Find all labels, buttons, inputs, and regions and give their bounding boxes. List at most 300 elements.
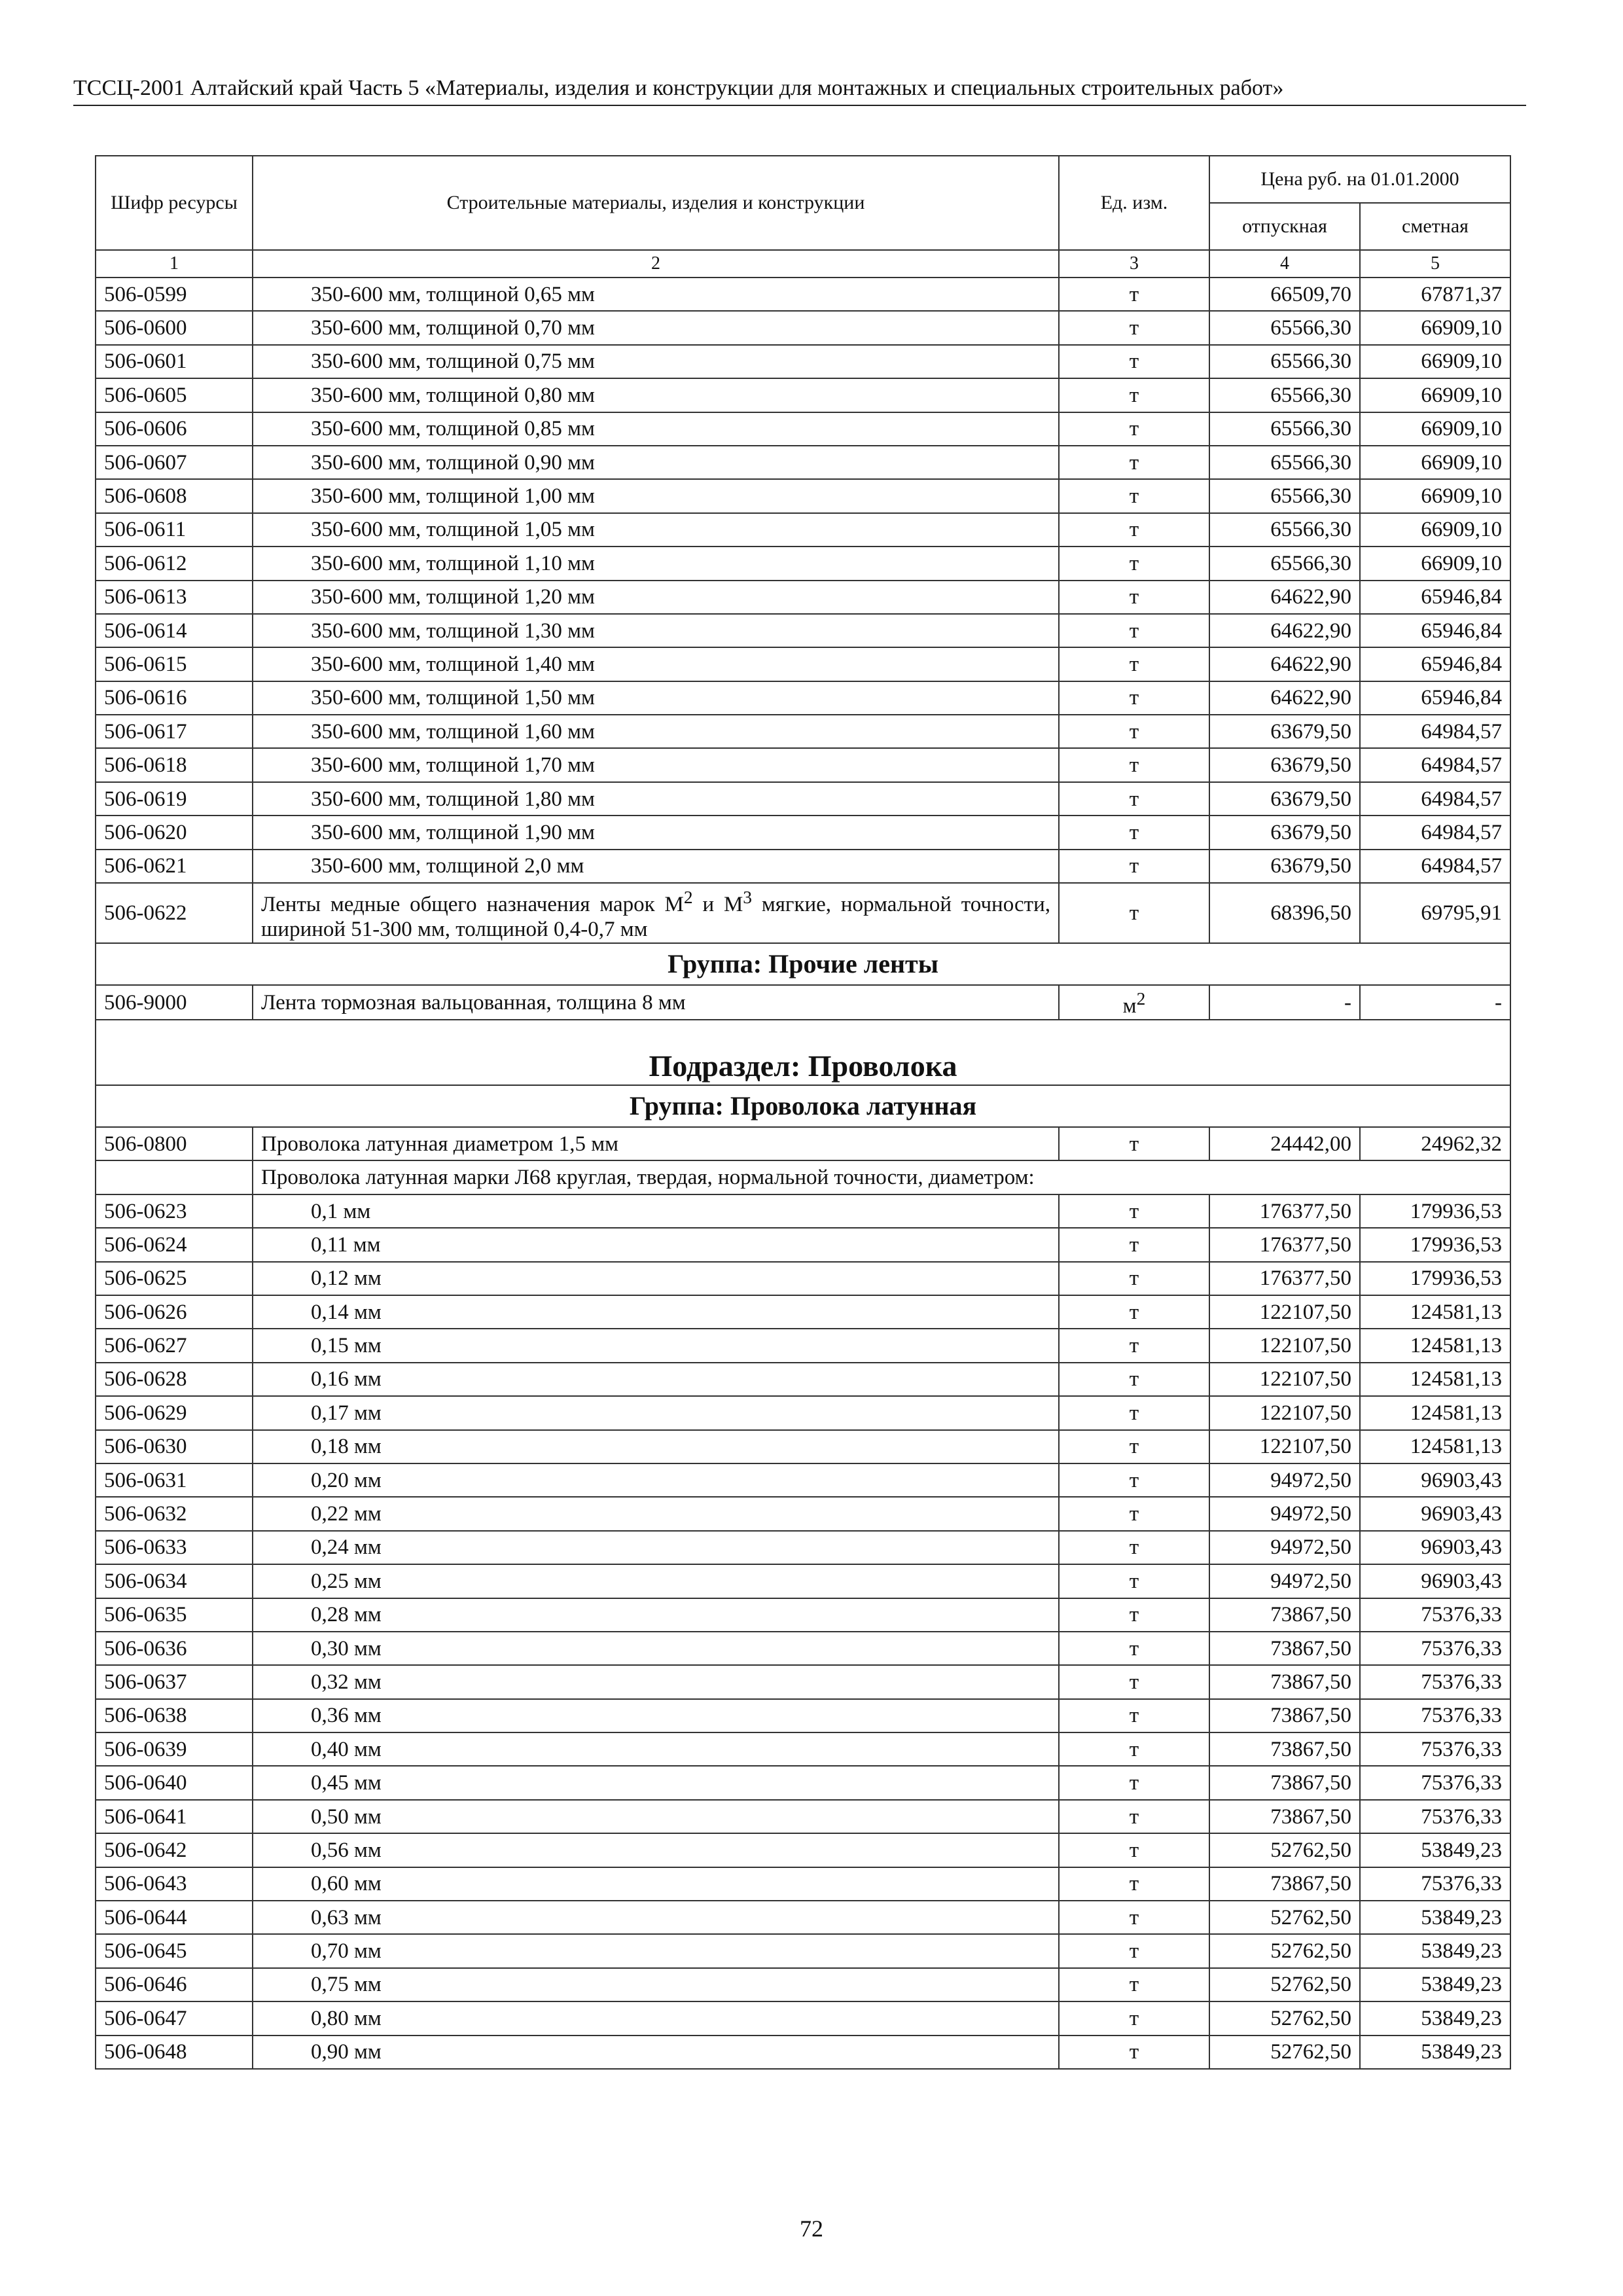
unit: т (1059, 782, 1209, 816)
table-row (96, 581, 1510, 614)
table-row (96, 378, 1510, 412)
resource-code: 506-0607 (96, 446, 253, 479)
release-price: 65566,30 (1209, 345, 1360, 378)
unit: т (1059, 715, 1209, 748)
unit: т (1059, 1833, 1209, 1867)
resource-code: 506-0626 (96, 1295, 253, 1329)
table-row (96, 547, 1510, 580)
release-price: 24442,00 (1209, 1127, 1360, 1160)
estimate-price: 96903,43 (1360, 1564, 1510, 1598)
release-price: - (1209, 985, 1360, 1020)
estimate-price: 75376,33 (1360, 1766, 1510, 1799)
table-row (96, 1295, 1510, 1329)
resource-code: 506-0622 (96, 883, 253, 943)
release-price: 63679,50 (1209, 850, 1360, 883)
release-price: 63679,50 (1209, 782, 1360, 816)
table-row (96, 1968, 1510, 2001)
release-price: 65566,30 (1209, 479, 1360, 512)
resource-code: 506-0624 (96, 1228, 253, 1261)
estimate-price: 64984,57 (1360, 850, 1510, 883)
unit: т (1059, 614, 1209, 647)
resource-code: 506-0620 (96, 816, 253, 849)
resource-code: 506-0639 (96, 1732, 253, 1766)
unit: т (1059, 2036, 1209, 2069)
estimate-price: 65946,84 (1360, 581, 1510, 614)
unit: т (1059, 1194, 1209, 1228)
unit: т (1059, 278, 1209, 311)
unit: т (1059, 1295, 1209, 1329)
unit: т (1059, 1531, 1209, 1564)
release-price: 52762,50 (1209, 2001, 1360, 2035)
unit (1059, 985, 1209, 1020)
release-price: 73867,50 (1209, 1800, 1360, 1833)
estimate-price: 64984,57 (1360, 816, 1510, 849)
material-name-part: Ленты медные общего назначения марок М (261, 892, 684, 916)
table-row (96, 2036, 1510, 2069)
material-name: 0,14 мм (253, 1295, 1059, 1329)
copper-tape-rows (96, 278, 1510, 883)
estimate-price: 75376,33 (1360, 1632, 1510, 1665)
unit: т (1059, 1632, 1209, 1665)
estimate-price: 96903,43 (1360, 1497, 1510, 1530)
resource-code: 506-0648 (96, 2036, 253, 2069)
table-row (96, 1228, 1510, 1261)
table-row (96, 1833, 1510, 1867)
release-price: 73867,50 (1209, 1732, 1360, 1766)
estimate-price: 179936,53 (1360, 1228, 1510, 1261)
unit: т (1059, 1800, 1209, 1833)
material-name: 350-600 мм, толщиной 1,20 мм (253, 581, 1059, 614)
material-name: 0,70 мм (253, 1934, 1059, 1967)
resource-code: 506-0800 (96, 1127, 253, 1160)
resource-code: 506-0615 (96, 647, 253, 681)
resource-code: 506-0628 (96, 1363, 253, 1396)
material-name: 0,11 мм (253, 1228, 1059, 1261)
estimate-price: 66909,10 (1360, 547, 1510, 580)
unit: т (1059, 850, 1209, 883)
release-price: 64622,90 (1209, 647, 1360, 681)
table-row (96, 1732, 1510, 1766)
material-name-part: мягкие, нормальной точности, шириной 51-300 мм, толщиной 0,4-0,7 мм (261, 892, 1050, 941)
table-row (96, 513, 1510, 547)
table-row (96, 985, 1510, 1020)
release-price: 73867,50 (1209, 1632, 1360, 1665)
material-name: 350-600 мм, толщиной 0,75 мм (253, 345, 1059, 378)
resource-code: 506-0629 (96, 1396, 253, 1429)
release-price: 63679,50 (1209, 748, 1360, 781)
material-name: 0,28 мм (253, 1598, 1059, 1632)
unit: т (1059, 1934, 1209, 1967)
resource-code: 506-0623 (96, 1194, 253, 1228)
release-price: 65566,30 (1209, 311, 1360, 344)
estimate-price: 75376,33 (1360, 1598, 1510, 1632)
price-table (95, 155, 1511, 2070)
resource-code: 506-0627 (96, 1329, 253, 1362)
table-row (96, 311, 1510, 344)
group-heading-row (96, 1085, 1510, 1127)
estimate-price: 75376,33 (1360, 1867, 1510, 1901)
material-name: 350-600 мм, толщиной 1,00 мм (253, 479, 1059, 512)
material-name: 350-600 мм, толщиной 1,30 мм (253, 614, 1059, 647)
unit: т (1059, 1564, 1209, 1598)
group-heading: Группа: Прочие ленты (96, 943, 1510, 985)
header-name: Строительные материалы, изделия и конструкции (253, 156, 1059, 250)
release-price: 65566,30 (1209, 446, 1360, 479)
release-price: 52762,50 (1209, 1833, 1360, 1867)
resource-code: 506-0633 (96, 1531, 253, 1564)
release-price: 64622,90 (1209, 614, 1360, 647)
estimate-price: 67871,37 (1360, 278, 1510, 311)
unit: т (1059, 581, 1209, 614)
table-row (96, 479, 1510, 512)
resource-code: 506-0611 (96, 513, 253, 547)
estimate-price: 75376,33 (1360, 1699, 1510, 1732)
material-name: 0,16 мм (253, 1363, 1059, 1396)
material-name: 350-600 мм, толщиной 1,40 мм (253, 647, 1059, 681)
unit: т (1059, 1228, 1209, 1261)
table-row (96, 647, 1510, 681)
material-name: 0,32 мм (253, 1665, 1059, 1698)
table-row (96, 1598, 1510, 1632)
release-price: 63679,50 (1209, 816, 1360, 849)
material-name: 0,24 мм (253, 1531, 1059, 1564)
header-estimate-price: сметная (1360, 203, 1510, 250)
release-price: 63679,50 (1209, 715, 1360, 748)
resource-code: 506-0637 (96, 1665, 253, 1698)
estimate-price: 24962,32 (1360, 1127, 1510, 1160)
release-price: 66509,70 (1209, 278, 1360, 311)
group-heading-row (96, 943, 1510, 985)
unit: т (1059, 547, 1209, 580)
material-name: 350-600 мм, толщиной 1,80 мм (253, 782, 1059, 816)
resource-code: 506-0613 (96, 581, 253, 614)
material-name: 0,50 мм (253, 1800, 1059, 1833)
resource-code: 506-0644 (96, 1901, 253, 1934)
estimate-price: 66909,10 (1360, 345, 1510, 378)
resource-code: 506-0605 (96, 378, 253, 412)
material-name: 0,15 мм (253, 1329, 1059, 1362)
material-name: 350-600 мм, толщиной 1,70 мм (253, 748, 1059, 781)
resource-code: 506-0641 (96, 1800, 253, 1833)
table-row (96, 1800, 1510, 1833)
resource-code: 506-0638 (96, 1699, 253, 1732)
resource-code: 506-0645 (96, 1934, 253, 1967)
table-row (96, 1766, 1510, 1799)
unit: т (1059, 2001, 1209, 2035)
column-number-4: 4 (1209, 250, 1360, 278)
group-heading: Группа: Проволока латунная (96, 1085, 1510, 1127)
release-price: 52762,50 (1209, 1934, 1360, 1967)
estimate-price: 179936,53 (1360, 1262, 1510, 1295)
release-price: 52762,50 (1209, 1968, 1360, 2001)
material-name: Проволока латунная диаметром 1,5 мм (253, 1127, 1059, 1160)
table-row (96, 1632, 1510, 1665)
subsection-heading-row (96, 1020, 1510, 1085)
estimate-price: 66909,10 (1360, 311, 1510, 344)
estimate-price: 65946,84 (1360, 647, 1510, 681)
release-price: 52762,50 (1209, 1901, 1360, 1934)
table-row (96, 345, 1510, 378)
table-row (96, 816, 1510, 849)
unit: т (1059, 1732, 1209, 1766)
estimate-price: 75376,33 (1360, 1665, 1510, 1698)
estimate-price: 69795,91 (1360, 883, 1510, 943)
table-row (96, 1901, 1510, 1934)
table-row (96, 1329, 1510, 1362)
material-name: 350-600 мм, толщиной 0,85 мм (253, 412, 1059, 446)
release-price: 65566,30 (1209, 412, 1360, 446)
table-row (96, 1127, 1510, 1160)
column-number-1: 1 (96, 250, 253, 278)
material-name: 0,90 мм (253, 2036, 1059, 2069)
release-price: 73867,50 (1209, 1766, 1360, 1799)
estimate-price: 96903,43 (1360, 1531, 1510, 1564)
header-price: Цена руб. на 01.01.2000 (1209, 156, 1510, 203)
release-price: 122107,50 (1209, 1396, 1360, 1429)
unit: т (1059, 816, 1209, 849)
estimate-price: 53849,23 (1360, 1901, 1510, 1934)
unit: т (1059, 1598, 1209, 1632)
table-row (96, 614, 1510, 647)
resource-code: 506-0599 (96, 278, 253, 311)
material-name: 0,45 мм (253, 1766, 1059, 1799)
resource-code: 506-0612 (96, 547, 253, 580)
release-price: 65566,30 (1209, 378, 1360, 412)
unit: т (1059, 479, 1209, 512)
estimate-price: 66909,10 (1360, 412, 1510, 446)
release-price: 65566,30 (1209, 513, 1360, 547)
material-name: 0,40 мм (253, 1732, 1059, 1766)
estimate-price: 96903,43 (1360, 1463, 1510, 1497)
table-row (96, 1564, 1510, 1598)
unit: т (1059, 1497, 1209, 1530)
material-name: 0,25 мм (253, 1564, 1059, 1598)
table-row (96, 1194, 1510, 1228)
release-price: 68396,50 (1209, 883, 1360, 943)
release-price: 122107,50 (1209, 1295, 1360, 1329)
material-name: 350-600 мм, толщиной 1,05 мм (253, 513, 1059, 547)
release-price: 176377,50 (1209, 1262, 1360, 1295)
material-name: 0,75 мм (253, 1968, 1059, 2001)
release-price: 94972,50 (1209, 1463, 1360, 1497)
resource-code: 506-0647 (96, 2001, 253, 2035)
estimate-price: 75376,33 (1360, 1800, 1510, 1833)
resource-code: 506-0646 (96, 1968, 253, 2001)
release-price: 65566,30 (1209, 547, 1360, 580)
release-price: 64622,90 (1209, 681, 1360, 715)
unit: т (1059, 1901, 1209, 1934)
unit: т (1059, 1463, 1209, 1497)
unit: т (1059, 1699, 1209, 1732)
column-number-5: 5 (1360, 250, 1510, 278)
page-number: 72 (800, 2215, 823, 2242)
table-row (96, 446, 1510, 479)
estimate-price: 66909,10 (1360, 513, 1510, 547)
unit: т (1059, 1329, 1209, 1362)
subgroup-heading: Проволока латунная марки Л68 круглая, твердая, нормальной точности, диаметром: (253, 1160, 1510, 1194)
table-row (96, 412, 1510, 446)
estimate-price: 124581,13 (1360, 1295, 1510, 1329)
material-name: 350-600 мм, толщиной 1,10 мм (253, 547, 1059, 580)
unit: т (1059, 513, 1209, 547)
estimate-price: 64984,57 (1360, 715, 1510, 748)
release-price: 52762,50 (1209, 2036, 1360, 2069)
resource-code: 506-0636 (96, 1632, 253, 1665)
resource-code: 506-0640 (96, 1766, 253, 1799)
release-price: 122107,50 (1209, 1430, 1360, 1463)
resource-code: 506-0642 (96, 1833, 253, 1867)
estimate-price: 179936,53 (1360, 1194, 1510, 1228)
estimate-price: 65946,84 (1360, 681, 1510, 715)
estimate-price: 66909,10 (1360, 378, 1510, 412)
resource-code: 506-0630 (96, 1430, 253, 1463)
table-row (96, 1396, 1510, 1429)
table-row (96, 2001, 1510, 2035)
release-price: 122107,50 (1209, 1329, 1360, 1362)
estimate-price: 53849,23 (1360, 2001, 1510, 2035)
estimate-price: 124581,13 (1360, 1329, 1510, 1362)
estimate-price: 66909,10 (1360, 446, 1510, 479)
estimate-price: 124581,13 (1360, 1396, 1510, 1429)
material-name: 0,60 мм (253, 1867, 1059, 1901)
resource-code: 506-0619 (96, 782, 253, 816)
material-name: 350-600 мм, толщиной 0,90 мм (253, 446, 1059, 479)
estimate-price: 75376,33 (1360, 1732, 1510, 1766)
material-name: 350-600 мм, толщиной 1,50 мм (253, 681, 1059, 715)
resource-code-empty (96, 1160, 253, 1194)
unit: т (1059, 748, 1209, 781)
release-price: 94972,50 (1209, 1497, 1360, 1530)
table-row (96, 883, 1510, 943)
material-name: 0,30 мм (253, 1632, 1059, 1665)
material-name-part: и М (692, 892, 743, 916)
release-price: 94972,50 (1209, 1531, 1360, 1564)
material-name: 350-600 мм, толщиной 1,60 мм (253, 715, 1059, 748)
unit: т (1059, 412, 1209, 446)
unit: т (1059, 378, 1209, 412)
material-name: 350-600 мм, толщиной 0,80 мм (253, 378, 1059, 412)
material-name (253, 883, 1059, 943)
table-row (96, 1665, 1510, 1698)
material-name: 0,36 мм (253, 1699, 1059, 1732)
resource-code: 506-0643 (96, 1867, 253, 1901)
estimate-price: 53849,23 (1360, 1968, 1510, 2001)
unit: т (1059, 1665, 1209, 1698)
unit: т (1059, 1968, 1209, 2001)
release-price: 73867,50 (1209, 1665, 1360, 1698)
unit: т (1059, 1396, 1209, 1429)
material-name: 0,80 мм (253, 2001, 1059, 2035)
table-row (96, 1430, 1510, 1463)
table-row (96, 1497, 1510, 1530)
resource-code: 506-0634 (96, 1564, 253, 1598)
material-name: 0,12 мм (253, 1262, 1059, 1295)
material-name: Лента тормозная вальцованная, толщина 8 мм (253, 985, 1059, 1020)
resource-code: 506-0635 (96, 1598, 253, 1632)
unit: т (1059, 1262, 1209, 1295)
table-row (96, 748, 1510, 781)
table-header (96, 156, 1510, 278)
release-price: 94972,50 (1209, 1564, 1360, 1598)
estimate-price: 65946,84 (1360, 614, 1510, 647)
superscript: 2 (1136, 988, 1146, 1009)
table-row (96, 1531, 1510, 1564)
resource-code: 506-0618 (96, 748, 253, 781)
release-price: 176377,50 (1209, 1194, 1360, 1228)
resource-code: 506-0625 (96, 1262, 253, 1295)
resource-code: 506-0631 (96, 1463, 253, 1497)
material-name: 350-600 мм, толщиной 2,0 мм (253, 850, 1059, 883)
brass-wire-rows (96, 1194, 1510, 2069)
unit: т (1059, 681, 1209, 715)
estimate-price: 64984,57 (1360, 782, 1510, 816)
resource-code: 506-0617 (96, 715, 253, 748)
table-row (96, 1160, 1510, 1194)
unit: т (1059, 1127, 1209, 1160)
table-row (96, 1934, 1510, 1967)
material-name: 0,63 мм (253, 1901, 1059, 1934)
estimate-price: 124581,13 (1360, 1363, 1510, 1396)
resource-code: 506-0606 (96, 412, 253, 446)
estimate-price: 53849,23 (1360, 2036, 1510, 2069)
table-row (96, 782, 1510, 816)
material-name: 0,1 мм (253, 1194, 1059, 1228)
unit-base: м (1122, 994, 1137, 1018)
table-row (96, 1867, 1510, 1901)
subsection-heading: Подраздел: Проволока (96, 1020, 1510, 1085)
unit: т (1059, 883, 1209, 943)
unit: т (1059, 1766, 1209, 1799)
resource-code: 506-0608 (96, 479, 253, 512)
resource-code: 506-0632 (96, 1497, 253, 1530)
column-number-2: 2 (253, 250, 1059, 278)
material-name: 0,56 мм (253, 1833, 1059, 1867)
unit: т (1059, 1430, 1209, 1463)
table-row (96, 278, 1510, 311)
release-price: 64622,90 (1209, 581, 1360, 614)
unit: т (1059, 647, 1209, 681)
column-number-3: 3 (1059, 250, 1209, 278)
superscript: 3 (743, 886, 753, 907)
release-price: 73867,50 (1209, 1598, 1360, 1632)
unit: т (1059, 446, 1209, 479)
release-price: 73867,50 (1209, 1699, 1360, 1732)
table-row (96, 1363, 1510, 1396)
material-name: 0,22 мм (253, 1497, 1059, 1530)
material-name: 350-600 мм, толщиной 0,65 мм (253, 278, 1059, 311)
estimate-price: 124581,13 (1360, 1430, 1510, 1463)
estimate-price: - (1360, 985, 1510, 1020)
material-name: 350-600 мм, толщиной 0,70 мм (253, 311, 1059, 344)
estimate-price: 64984,57 (1360, 748, 1510, 781)
material-name: 0,18 мм (253, 1430, 1059, 1463)
resource-code: 506-0614 (96, 614, 253, 647)
material-name: 350-600 мм, толщиной 1,90 мм (253, 816, 1059, 849)
release-price: 73867,50 (1209, 1867, 1360, 1901)
unit: т (1059, 1867, 1209, 1901)
table-row (96, 1699, 1510, 1732)
table-row (96, 681, 1510, 715)
resource-code: 506-0601 (96, 345, 253, 378)
table-row (96, 715, 1510, 748)
release-price: 122107,50 (1209, 1363, 1360, 1396)
material-name: 0,20 мм (253, 1463, 1059, 1497)
table-row (96, 1463, 1510, 1497)
resource-code: 506-0621 (96, 850, 253, 883)
header-unit: Ед. изм. (1059, 156, 1209, 250)
unit: т (1059, 1363, 1209, 1396)
table-row (96, 850, 1510, 883)
